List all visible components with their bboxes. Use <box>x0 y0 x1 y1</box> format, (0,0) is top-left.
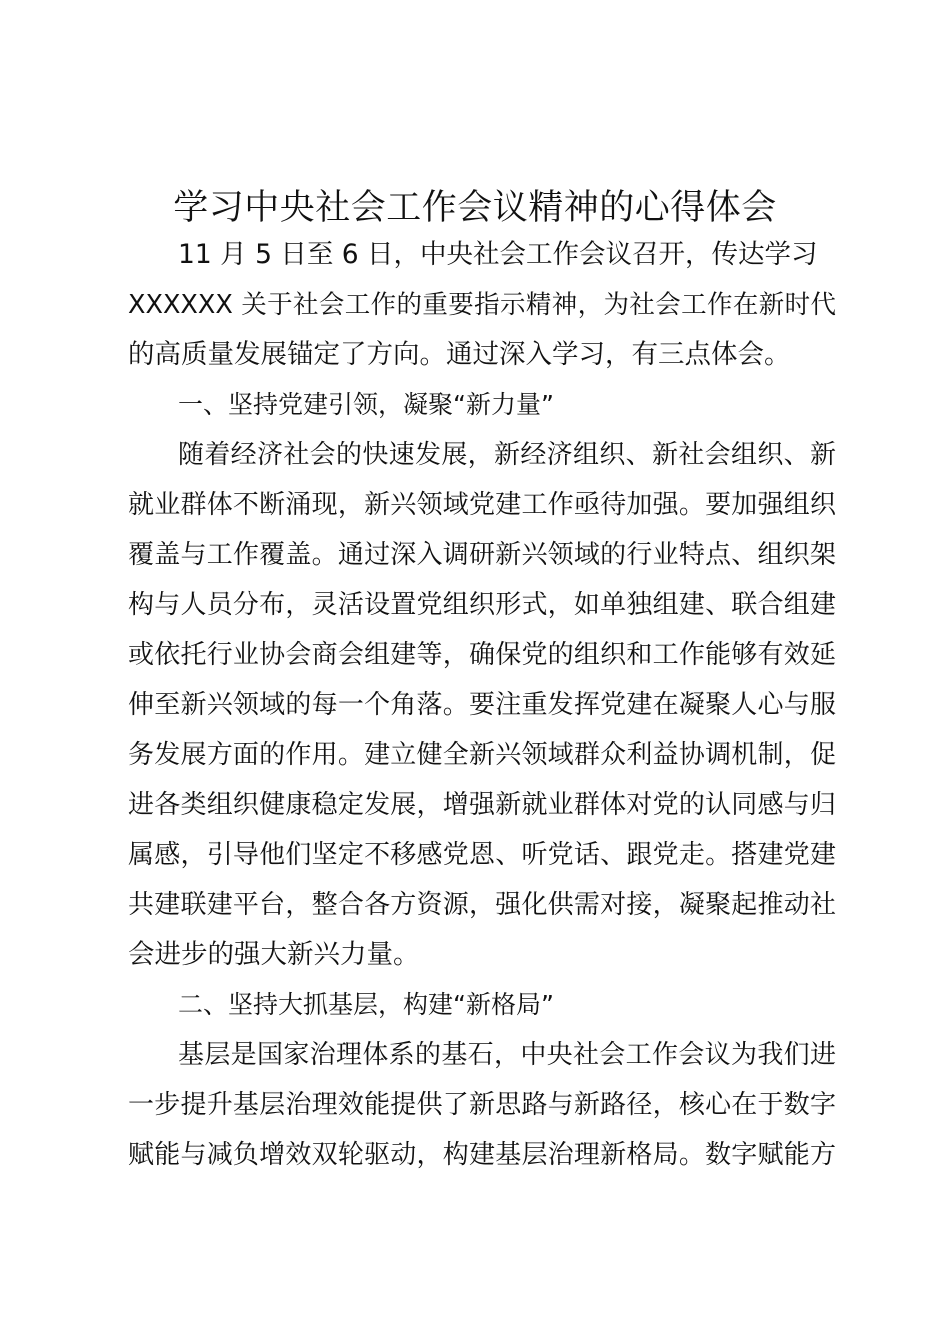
document-body <box>128 230 836 1180</box>
paragraph-line: 随着经济社会的快速发展，新经济组织、新社会组织、新 <box>178 440 836 470</box>
paragraph-line: 务发展方面的作用。建立健全新兴领域群众利益协调机制，促 <box>128 740 836 770</box>
section-heading: 二、坚持大抓基层，构建“新格局” <box>178 990 554 1019</box>
paragraph-line: 基层是国家治理体系的基石，中央社会工作会议为我们进 <box>178 1040 836 1070</box>
paragraph-line: 属感，引导他们坚定不移感党恩、听党话、跟党走。搭建党建 <box>128 840 836 870</box>
paragraph-line: 11 月 5 日至 6 日，中央社会工作会议召开，传达学习 <box>178 239 818 270</box>
paragraph-line: 进各类组织健康稳定发展，增强新就业群体对党的认同感与归 <box>128 790 836 820</box>
paragraph-line: 赋能与减负增效双轮驱动，构建基层治理新格局。数字赋能方 <box>128 1140 836 1170</box>
paragraph-line: XXXXXX 关于社会工作的重要指示精神，为社会工作在新时代 <box>128 290 836 320</box>
paragraph-line: 共建联建平台，整合各方资源，强化供需对接，凝聚起推动社 <box>128 890 836 920</box>
paragraph-line: 或依托行业协会商会组建等，确保党的组织和工作能够有效延 <box>128 640 836 670</box>
paragraph-line: 覆盖与工作覆盖。通过深入调研新兴领域的行业特点、组织架 <box>128 540 836 570</box>
paragraph-line: 就业群体不断涌现，新兴领域党建工作亟待加强。要加强组织 <box>128 490 836 520</box>
document-title: 学习中央社会工作会议精神的心得体会 <box>173 188 777 228</box>
paragraph-line: 一步提升基层治理效能提供了新思路与新路径，核心在于数字 <box>128 1090 836 1120</box>
paragraph-line: 会进步的强大新兴力量。 <box>128 939 420 970</box>
paragraph-line: 伸至新兴领域的每一个角落。要注重发挥党建在凝聚人心与服 <box>128 690 836 720</box>
section-heading: 一、坚持党建引领，凝聚“新力量” <box>178 390 554 419</box>
paragraph-line: 的高质量发展锚定了方向。通过深入学习，有三点体会。 <box>128 339 791 370</box>
paragraph-line: 构与人员分布，灵活设置党组织形式，如单独组建、联合组建 <box>128 590 836 620</box>
